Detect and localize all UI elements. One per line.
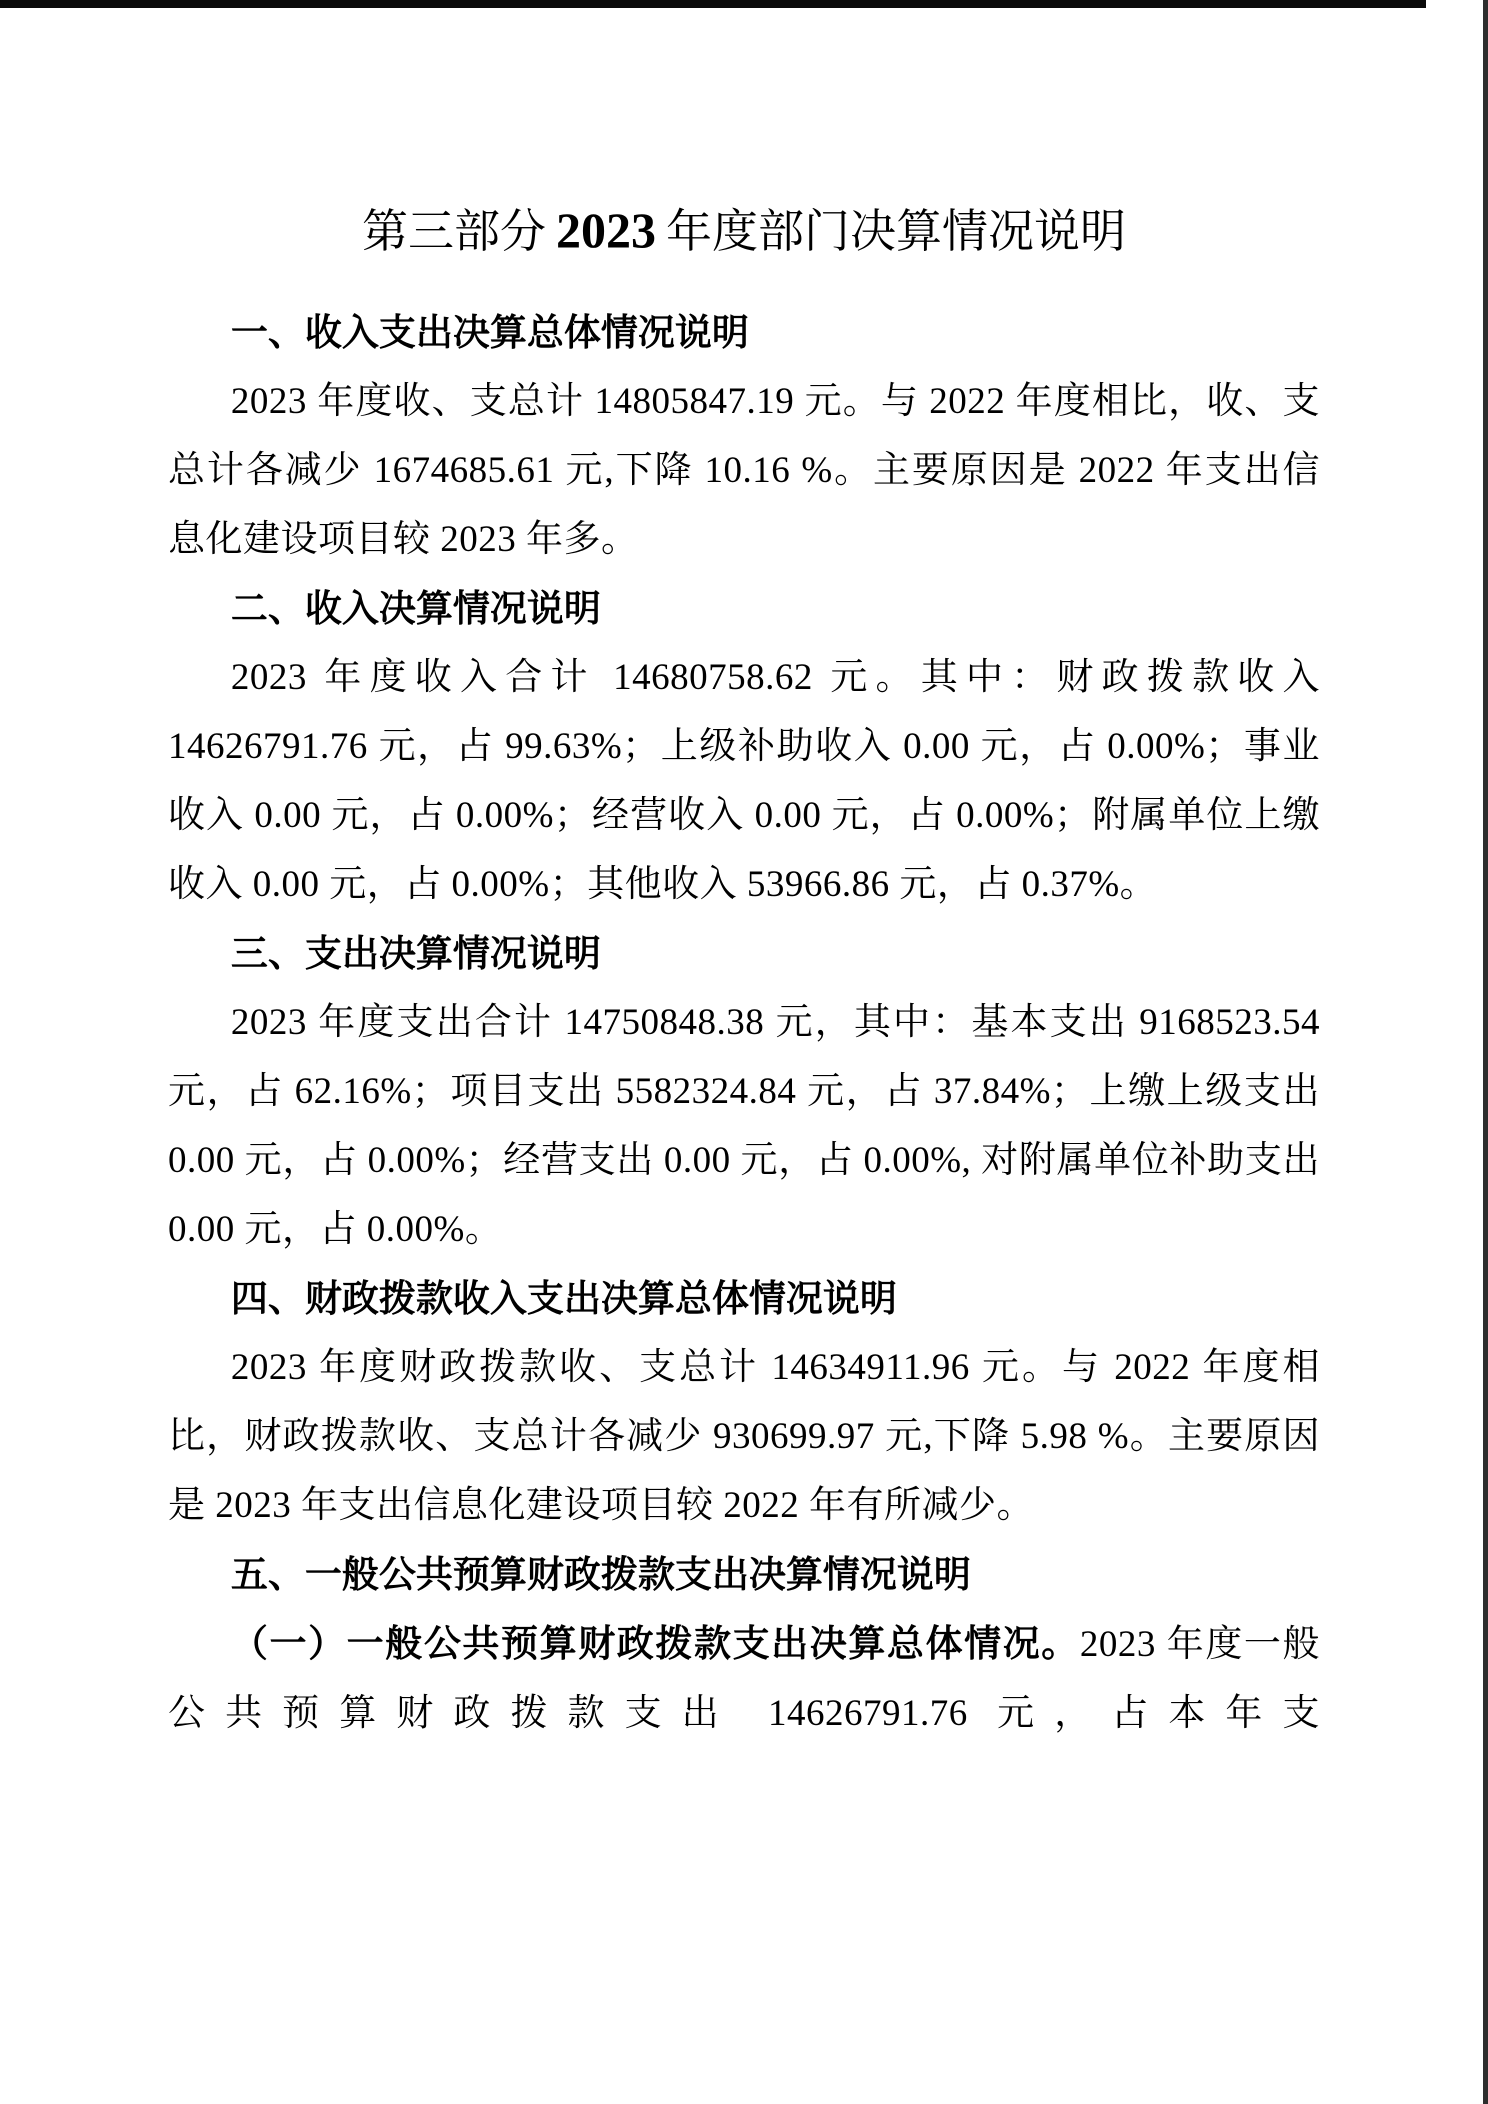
section-3-heading: 三、支出决算情况说明 bbox=[230, 933, 601, 974]
scan-artifact-top-bar bbox=[0, 0, 1426, 8]
section-5-paragraph bbox=[168, 1609, 1320, 1748]
page-title-part1: 第三部分 bbox=[362, 206, 546, 257]
section-4-body: 2023 年度财政拨款收、支总计 14634911.96 元。与 2022 年度相比，财政拨款收、支总计各减少 930699.97 元,下降 5.98 %。主要原因是 2023 年支出信息化建设项目较 2022 年有所减少。 bbox=[168, 1347, 1320, 1526]
document-content bbox=[168, 200, 1320, 1748]
section-5-heading: 五、一般公共预算财政拨款支出决算情况说明 bbox=[230, 1554, 971, 1595]
section-2-body: 2023 年度收入合计 14680758.62 元。其中：财政拨款收入 14626791.76 元，占 99.63%；上级补助收入 0.00 元，占 0.00%；事业收入 0.00 元，占 0.00%；经营收入 0.00 元，占 0.00%；附属单位上缴收入 0.00 元，占 0.00%；其他收入 53966.86 元，占 0.37%。 bbox=[168, 657, 1320, 905]
section-3-body: 2023 年度支出合计 14750848.38 元，其中：基本支出 9168523.54 元，占 62.16%；项目支出 5582324.84 元，占 37.84%；上缴上级支出 0.00 元，占 0.00%；经营支出 0.00 元，占 0.00%, 对附属单位补助支出 0.00 元，占 0.00%。 bbox=[168, 1002, 1320, 1250]
page-title-year: 2023 bbox=[556, 202, 656, 258]
section-1-body: 2023 年度收、支总计 14805847.19 元。与 2022 年度相比，收、支总计各减少 1674685.61 元,下降 10.16 %。主要原因是 2022 年支出信息化建设项目较 2023 年多。 bbox=[168, 381, 1320, 560]
section-2-heading: 二、收入决算情况说明 bbox=[230, 588, 601, 629]
scan-artifact-right-line bbox=[1483, 0, 1488, 2104]
section-4-heading: 四、财政拨款收入支出决算总体情况说明 bbox=[230, 1278, 897, 1319]
page-title bbox=[168, 200, 1320, 262]
page-title-part2: 年度部门决算情况说明 bbox=[666, 206, 1126, 257]
section-1-heading: 一、收入支出决算总体情况说明 bbox=[230, 312, 749, 353]
section-5-subheading: （一）一般公共预算财政拨款支出决算总体情况。 bbox=[230, 1623, 1080, 1664]
section-5-body: 2023 年度一般公共预算财政拨款支出 14626791.76 元，占本年支 bbox=[168, 1624, 1321, 1734]
